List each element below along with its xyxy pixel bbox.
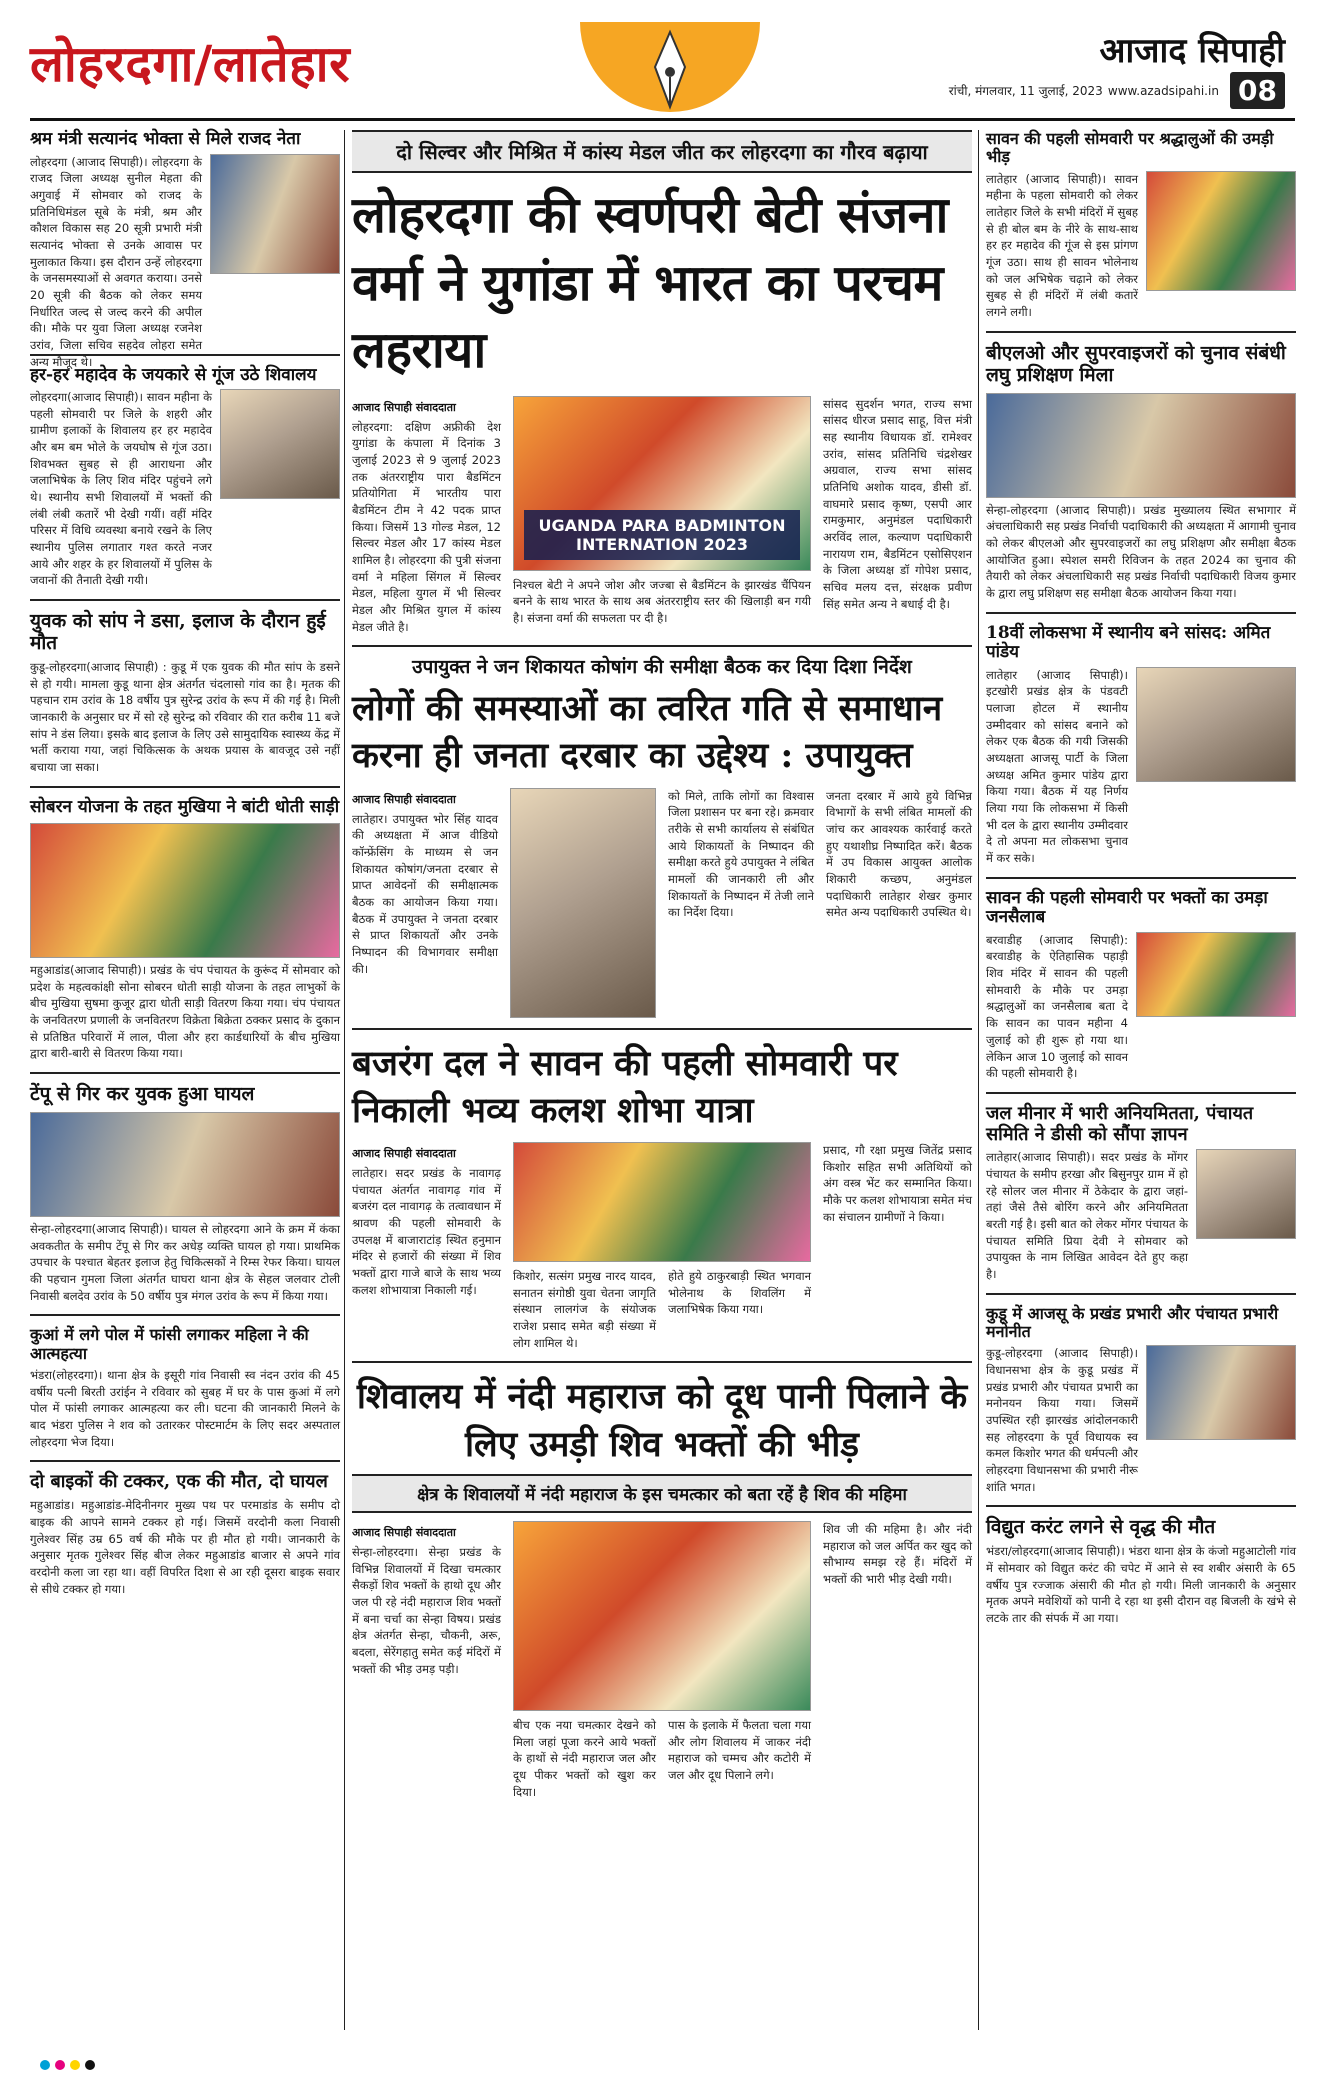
article-bajrang-dal-1: लातेहार। सदर प्रखंड के नावागढ़ पंचायत अंतर्गत नावागढ़ गांव में बजरंग दल नावागढ़ के तत्वावधान में श्रावण की पहली सोमवारी के उपलक्ष में बाजाराटांड़ स्थित हनुमान मंदिर से हजारों की संख्या में शिव भक्तों द्वारा गाजे बाजे के साथ भव्य कलश शोभायात्रा निकाली गई। <box>352 1166 501 1297</box>
photo-ajsu-meeting <box>1136 667 1296 782</box>
article-left-3: कुडू-लोहरदगा(आजाद सिपाही) : कुडू में एक युवक की मौत सांप के डसने से हो गयी। मामला कुडू थाना क्षेत्र अंतर्गत चंदलासो गांव का है। मृतक की पहचान राम उरांव के 18 वर्षीय पुत्र सुरेन्द्र उरांव के रूप में की गई है। मिली जानकारी के अनुसार घर में सो रहे सुरेन्द्र को रविवार की रात करीब 11 बजे सांप ने डंस लिया। इसके बाद इलाज के लिए उसे सामुदायिक स्वास्थ्य केंद्र में भर्ती कराया गया, जहां चिकित्सक के अथक प्रयास के बावजूद उसे नहीं बचाया जा सका। <box>30 659 340 774</box>
photo-blo-training <box>986 393 1296 498</box>
column-rule <box>344 130 345 2030</box>
article-bajrang-dal-2: किशोर, सत्संग प्रमुख नारद यादव, सनातन संगोष्ठी युवा चेतना जागृति संस्थान लालगंज के संयोजक राजेश प्रसाद समेत बड़ी संख्या में लोग शामिल थे। <box>513 1269 656 1350</box>
photo-banner: UGANDA PARA BADMINTON INTERNATION 2023 <box>524 510 800 560</box>
photo-badminton-medalists <box>513 396 811 571</box>
lead-article-part-1: लोहरदगा: दक्षिण अफ्रीकी देश युगांडा के कंपाला में दिनांक 3 जुलाई 2023 से 9 जुलाई 2023 तक अंतरराष्ट्रीय पारा बैडमिंटन प्रतियोगिता में भारतीय पारा बैडमिंटन टीम ने 42 पदक प्राप्त किया। जिसमें 13 गोल्ड मेडल, 12 सिल्वर मेडल और 17 कांस्य मेडल शामिल है। लोहरदगा की पुत्री संजना वर्मा ने महिला सिंगल में सिल्वर मेडल, महिला युगल में भी सिल्वर मेडल और मिश्रित युगल में कांस्य मेडल जीते है। <box>352 419 501 634</box>
headline-janta-darbar: लोगों की समस्याओं का त्वरित गति से समाधान करना ही जनता दरबार का उद्देश्य : उपायुक्त <box>352 688 943 777</box>
kicker-lead: दो सिल्वर और मिश्रित में कांस्य मेडल जीत कर लोहरदगा का गौरव बढ़ाया <box>352 130 972 173</box>
photo-rjd-meeting <box>210 154 340 274</box>
article-left-7: महुआडांड। महुआडांड-मेदिनीनगर मुख्य पथ पर परमाडांड के समीप दो बाइक की आपने सामने टक्कर हो गई। जिसमें वरदोनी कला निवासी गुलेश्वर सिंह उम्र 65 वर्ष की मौके पर ही मौत हो गयी। जानकारी के अनुसार मृतक गुलेश्वर सिंह बीज लेकर महुआडांड बाजार से अपने गांव वरदोनी कला जा रहा था। वहीं विपरित दिशा से आ रही दूसरा बाइक सवार से सीधे टक्कर हो गया। <box>30 1498 340 1596</box>
headline-left-7: दो बाइकों की टक्कर, एक की मौत, दो घायल <box>30 1471 328 1493</box>
headline-left-6: कुआं में लगे पोल में फांसी लगाकर महिला ने की आत्महत्या <box>30 1325 309 1363</box>
headline-right-7: विद्युत करंट लगने से वृद्ध की मौत <box>986 1516 1216 1539</box>
article-right-3: लातेहार (आजाद सिपाही)। इटखोरी प्रखंड क्षेत्र के पंडवटी पलाजा होटल में स्थानीय उम्मीदवार को सांसद बनाने को लेकर एक बैठक की गयी जिसकी अध्यक्षता आजसू पार्टी के जिला अध्यक्ष अमित कुमार पांडेय द्वारा किया गया। बैठक में यह निर्णय लिया गया कि लोकसभा में किसी भी दल के द्वारा स्थानीय उम्मीदवार दे तो अपना मत लोकसभा चुनाव में कर सके। <box>986 667 1128 866</box>
brand-block <box>949 26 1285 109</box>
article-nandi-1: सेन्हा-लोहरदगा। सेन्हा प्रखंड के विभिन्न शिवालयों में दिखा चमत्कार सैकड़ों शिव भक्तों के हाथो दूध और जल पी रहे नंदी महाराज शिव भक्तों में बना चर्चा का सेन्हा विषय। प्रखंड क्षेत्र अंतर्गत सेन्हा, चौकनी, अरू, बदला, सेरेंगहातु समेत कई मंदिरों में भक्तों की भीड़ उमड़ पड़ी। <box>352 1544 501 1676</box>
photo-nandi-milk-offering <box>513 1521 811 1711</box>
separator <box>352 1028 972 1030</box>
separator <box>30 1314 340 1316</box>
subheadline-nandi: क्षेत्र के शिवालयों में नंदी महाराज के इस चमत्कार को बता रहें है शिव की महिमा <box>352 1474 972 1513</box>
headline-right-5: जल मीनार में भारी अनियमितता, पंचायत समिति ने डीसी को सौंपा ज्ञापन <box>986 1102 1254 1145</box>
separator <box>30 1072 340 1074</box>
photo-video-conference <box>510 788 656 1018</box>
headline-right-3: 18वीं लोकसभा में स्थानीय बने सांसद: अमित पांडेय <box>986 622 1271 663</box>
headline-nandi-maharaj: शिवालय में नंदी महाराज को दूध पानी पिलाने के लिए उमड़ी शिव भक्तों की भीड़ <box>356 1376 968 1465</box>
article-left-5: सेन्हा-लोहरदगा(आजाद सिपाही)। घायल से लोहरदगा आने के क्रम में कंका अवकतीत के समीप टेंपू से गिर कर अधेड़ व्यक्ति घायल हो गया। प्राथमिक उपचार के पश्चात बेहतर इलाज हेतु चिकित्सकों ने रिम्स रेफर किया। घायल की पहचान गुमला जिला अंतर्गत घाघरा थाना क्षेत्र के सेहल जलवार टोली निवासी बलदेव उरांव के 50 वर्षीय पुत्र मंगल उरांव के रूप में किया गया। <box>30 1221 340 1303</box>
kicker-review-meeting: उपायुक्त ने जन शिकायत कोषांग की समीक्षा बैठक कर दिया दिशा निर्देश <box>412 656 912 679</box>
byline: आजाद सिपाही संवाददाता <box>352 1147 456 1161</box>
headline-right-6: कुडू में आजसू के प्रखंड प्रभारी और पंचायत प्रभारी मनोनीत <box>986 1303 1279 1341</box>
separator <box>30 786 340 788</box>
photo-injured-youth <box>30 1112 340 1217</box>
article-right-4: बरवाडीह (आजाद सिपाही): बरवाडीह के ऐतिहासिक पहाड़ी शिव मंदिर में सावन की पहली सोमवारी के मौके पर उमड़ा श्रद्धालुओं का जनसैलाब बता दे कि सावन का पावन महीना 4 जुलाई को ही शुरू हो गया था। लेकिन आज 10 जुलाई को सावन की पहली सोमवारी है। <box>986 932 1128 1081</box>
column-rule <box>978 130 979 2030</box>
headline-right-2: बीएलओ और सुपरवाइजरों को चुनाव संबंधी लघु प्रशिक्षण मिला <box>986 341 1286 386</box>
photo-temple <box>220 389 340 499</box>
article-left-1: लोहरदगा (आजाद सिपाही)। लोहरदगा के राजद जिला अध्यक्ष सुनील मेहता की अगुवाई में सोमवार को राजद के प्रतिनिधिमंडल सूबे के मंत्री, श्रम और कौशल विकास सह 20 सूत्री प्रभारी मंत्री सत्यानंद भोक्ता से उनके आवास पर मुलाकात किया। इस दौरान उन्हें लोहरदगा के जनसमस्याओं से अवगत कराया। उनसे 20 सूत्री की बैठक को लेकर समय निर्धारित जल्द से जल्द करने की अपील की। मौके पर युवा जिला अध्यक्ष रजनेश उरांव, जिला सचिव सहदेव लोहरा समेत अन्य मौजूद थे। <box>30 154 202 369</box>
byline: आजाद सिपाही संवाददाता <box>352 400 456 414</box>
separator <box>30 599 340 601</box>
right-column <box>986 130 1296 2030</box>
article-left-4: महुआडांड(आजाद सिपाही)। प्रखंड के चंप पंचायत के कुरूंद में सोमवार को प्रदेश के महत्वकांक्षी सोना सोबरन धोती साड़ी योजना के तहत लाभुकों के बीच मुखिया सुषमा कुजूर द्वारा धोती साड़ी वितरण किया गया। चंप पंचायत के जनवितरण प्रणाली के जनवितरण विक्रेता बिक्रेता ठक्कर प्रसाद के दुकान से प्रतिष्ठित परिवारों में लाल, पीला और हरा कार्डधारियों के बीच मुखिया द्वारा बारी-बारी से वितरण किया गया। <box>30 963 340 1061</box>
section-title: लोहरदगा/लातेहार <box>30 34 351 93</box>
page-number: 08 <box>1230 72 1285 109</box>
lead-headline: लोहरदगा की स्वर्णपरी बेटी संजना वर्मा ने युगांडा में भारत का परचम लहराया <box>352 185 948 379</box>
separator <box>986 1505 1296 1507</box>
photo-dhoti-sari-distribution <box>30 823 340 958</box>
separator <box>986 612 1296 614</box>
article-janta-darbar-1: लातेहार। उपायुक्त भोर सिंह यादव की अध्यक्षता में आज वीडियो कॉन्फ्रेंसिंग के माध्यम से जन शिकायत कोषांग/जनता दरबार से प्राप्त आवेदनों की समीक्षात्मक बैठक का आयोजन किया गया। बैठक में उपायुक्त ने जनता दरबार से प्राप्त शिकायतों और उनके निष्पादन की विभागवार समीक्षा की। <box>352 811 498 976</box>
footer-color-strip <box>40 2055 1285 2069</box>
website[interactable]: www.azadsipahi.in <box>1107 84 1219 98</box>
article-right-6: कुडू-लोहरदगा (आजाद सिपाही)। विधानसभा क्षेत्र के कुडू प्रखंड में प्रखंड प्रभारी और पंचायत प्रभारी का मनोनयन किया गया। जिसमें उपस्थित रही झारखंड आंदोलनकारी सह लोहरदगा के पूर्व विधायक स्व कमल किशोर भगत की धर्मपत्नी और लोहरदगा विधानसभा की प्रभारी नीरू शांति भगत। <box>986 1346 1138 1494</box>
separator <box>30 1460 340 1462</box>
paper-name: आजाद सिपाही <box>1099 31 1285 71</box>
headline-right-1: सावन की पहली सोमवारी पर श्रद्धालुओं की उमड़ी भीड़ <box>986 129 1274 167</box>
article-nandi-4: शिव जी की महिमा है। और नंदी महाराज को जल अर्पित कर खुद को सौभाग्य समझ रहे हैं। मंदिरों में भक्तों की भारी भीड़ देखी गयी। <box>823 1521 972 1586</box>
separator <box>986 877 1296 879</box>
headline-bajrang-dal: बजरंग दल ने सावन की पहली सोमवारी पर निकाली भव्य कलश शोभा यात्रा <box>352 1042 898 1131</box>
article-nandi-2: बीच एक नया चमत्कार देखने को मिला जहां पूजा करने आये भक्तों के हाथों से नंदी महाराज जल और दूध पीकर भक्तों को खुश कर दिया। <box>513 1717 656 1799</box>
center-column <box>352 130 972 2030</box>
article-nandi-3: पास के इलाके में फैलता चला गया और लोग शिवालय में जाकर नंदी महाराज को चम्मच और कटोरी में जल और दूध पिलाने लगे। <box>668 1717 811 1782</box>
article-left-6: भंडरा(लोहरदगा)। थाना क्षेत्र के इसूरी गांव निवासी स्व नंदन उरांव की 45 वर्षीय पत्नी बिरती उरांईन ने रविवार को सुबह में घर के पास कुआं में लगे पोल में फांसी लगाकर आत्महत्या कर ली। घटना की जानकारी मिलने के बाद भंडरा पुलिस ने शव को उतारकर पोस्टमार्टम के लिए सदर अस्पताल लोहरदगा भेज दिया। <box>30 1368 340 1449</box>
headline-left-4: सोबरन योजना के तहत मुखिया ने बांटी धोती साड़ी <box>30 796 340 817</box>
headline-left-5: टेंपू से गिर कर युवक हुआ घायल <box>30 1083 255 1106</box>
separator <box>986 331 1296 333</box>
pen-nib-logo-icon <box>570 22 770 122</box>
masthead <box>0 0 1325 125</box>
photo-kalash-yatra <box>513 1142 811 1262</box>
headline-right-4: सावन की पहली सोमवारी पर भक्तों का उमड़ा जनसैलाब <box>986 887 1268 928</box>
article-bajrang-dal-4: प्रसाद, गौ रक्षा प्रमुख जितेंद्र प्रसाद किशोर सहित सभी अतिथियों को अंग वस्त्र भेंट कर सम्मानित किया। मौके पर कलश शोभायात्रा समेत मंच का संचालन ग्रामीणों ने किया। <box>823 1143 972 1224</box>
article-janta-darbar-2: को मिले, ताकि लोगों का विश्वास जिला प्रशासन पर बना रहे। क्रमवार तरीके से सभी कार्यालय से संबंधित आये शिकायतों के निष्पादन की समीक्षा करते हुये उपायुक्त ने लंबित मामलों की जानकारी ली और शिकायतों के निष्पादन में तेजी लाने का निर्देश दिया। <box>668 788 814 920</box>
article-left-2: लोहरदगा(आजाद सिपाही)। सावन महीना के पहली सोमवारी पर जिले के शहरी और ग्रामीण इलाकों के शिवालय हर हर महादेव और बम बम भोले के जयघोष से गूंज उठा। शिवभक्त सुबह से ही आराधना और जलाभिषेक के लिए शिव मंदिर पहुंचने लगे थे। स्थानीय सभी शिवालयों में भक्तों की लंबी लंबी कतारें भी देखी गयीं। वहीं मंदिर परिसर में विधि व्यवस्था बनाये रखने के लिए स्थानीय पुलिस लगातार गश्त करते नजर आये और शहर के हर शिवालयों में पुलिस के जवानों की तैनाती देखी गयी। <box>30 390 212 588</box>
separator <box>352 645 972 647</box>
byline: आजाद सिपाही संवाददाता <box>352 1525 456 1539</box>
lead-article-part-2: निश्चल बेटी ने अपने जोश और जज्बा से बैडमिंटन के झारखंड चैंपियन बनने के साथ भारत के साथ अब अंतरराष्ट्रीय स्तर की खिलाड़ी बन गयी है। संजना वर्मा की सफलता पर दी है। <box>513 577 811 625</box>
separator <box>986 1293 1296 1295</box>
headline-left-2: हर-हर महादेव के जयकारे से गूंज उठे शिवालय <box>30 364 317 385</box>
headline-left-3: युवक को सांप ने डसा, इलाज के दौरान हुई मौत <box>30 610 326 654</box>
article-right-5: लातेहार(आजाद सिपाही)। सदर प्रखंड के मोंगर पंचायत के समीप हरखा और बिसुनपुर ग्राम में हो रहे सोलर जल मीनार में ठेकेदार के द्वारा जहां-तहां जैसे तैसे बोरिंग करने और अनियमितता बरती गई है। इसी बात को लेकर मोंगर पंचायत के पंचायत समिति प्रिया देवी ने सोमवार को उपायुक्त के नाम लिखित आवेदन देते हुए कहा है। <box>986 1150 1188 1281</box>
left-column <box>30 130 340 2030</box>
byline: आजाद सिपाही संवाददाता <box>352 792 456 806</box>
article-right-2: सेन्हा-लोहरदगा (आजाद सिपाही)। प्रखंड मुख्यालय स्थित सभागार में अंचलाधिकारी सह प्रखंड निर्वाची पदाधिकारी की अध्यक्षता में आगामी चुनाव को लेकर बीएलओ और सुपरवाइजरों का लघु प्रशिक्षण और समीक्षा बैठक आयोजित हुआ। स्पेशल समरी रिविजन के तहत 2024 का चुनाव की तैयारी को लेकर अंचलाधिकारी सह प्रखंड निर्वाची पदाधिकारी विजय कुमार के द्वारा लघु प्रशिक्षण सह समीक्षा बैठक आयोजन किया गया। <box>986 502 1296 600</box>
separator <box>352 1361 972 1363</box>
masthead-rule <box>30 118 1295 121</box>
photo-ajsu-nomination <box>1146 1345 1296 1440</box>
headline-left-1: श्रम मंत्री सत्यानंद भोक्ता से मिले राजद नेता <box>30 129 301 149</box>
article-right-1: लातेहार (आजाद सिपाही)। सावन महीना के पहला सोमवारी को लेकर लातेहार जिले के सभी मंदिरों में सुबह से ही बोल बम के नीरे के साथ-साथ हर हर महादेव की गूंज से इस प्रांगण गूंज उठा। साथ ही सावन भोलेनाथ को जल अभिषेक चढ़ाने को लेकर सुबह से ही मंदिरों में लंबी कतारें लगने लगी। <box>986 171 1138 320</box>
photo-water-tower <box>1196 1149 1296 1239</box>
photo-shravan-devotees <box>1146 171 1296 291</box>
article-bajrang-dal-3: होते हुये ठाकुरबाड़ी स्थित भगवान भोलेनाथ के शिवलिंग में जलाभिषेक किया गया। <box>668 1269 811 1317</box>
dateline: रांची, मंगलवार, 11 जुलाई, 2023 <box>948 84 1103 98</box>
photo-pahadi-shiv-mandir <box>1136 932 1296 1017</box>
article-right-7: भंडरा/लोहरदगा(आजाद सिपाही)। भंडरा थाना क्षेत्र के कंजो महुआटोली गांव में सोमवार को विद्युत करंट की चपेट में आने से स्व शबीर अंसारी के 65 वर्षीय पुत्र रज्जाक अंसारी की मौत हो गयी। मिली जानकारी के अनुसार मृतक अपने मवेशियों को पानी दे रहा था इसी दौरान वह बिजली के खंभे से लटके तार की संपर्क में आ गया। <box>986 1544 1296 1625</box>
separator <box>986 1092 1296 1094</box>
article-janta-darbar-3: जनता दरबार में आये हुये विभिन्न विभागों के सभी लंबित मामलों की जांच कर आवश्यक कार्रवाई करते हुए यथाशीघ्र निष्पादित करें। बैठक में उप विकास आयुक्त आलोक शिकारी कच्छप, अनुमंडल पदाधिकारी लातेहार शेखर कुमार समेत अन्य पदाधिकारी उपस्थित थे। <box>826 788 972 920</box>
lead-article-part-3: सांसद सुदर्शन भगत, राज्य सभा सांसद धीरज प्रसाद साहू, वित्त मंत्री सह स्थानीय विधायक डॉ. रामेश्वर उरांव, सांसद प्रतिनिधि चंद्रशेखर अग्रवाल, राज्य सभा सांसद प्रतिनिधि अशोक यादव, डीसी डॉ. वाघमारे प्रसाद कृष्ण, एसपी आर रामकुमार, अनुमंडल पदाधिकारी अरविंद लाल, कल्याण पदाधिकारी नारायण राम, बैडमिंटन एसोसिएशन के जिला अध्यक्ष डॉ गोपेश प्रसाद, सचिव मलय दत्त, संरक्षक प्रवीण सिंह समेत अन्य ने बधाई दी है। <box>823 396 972 611</box>
